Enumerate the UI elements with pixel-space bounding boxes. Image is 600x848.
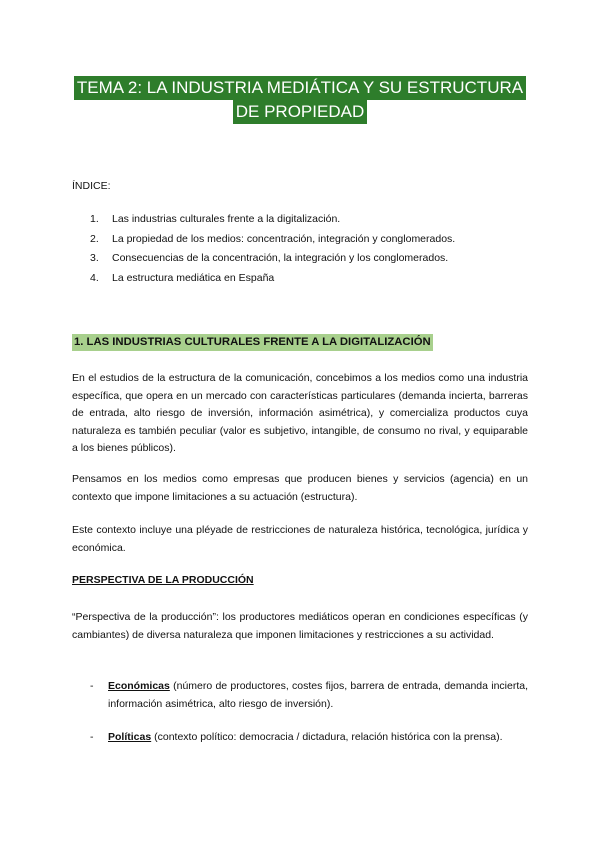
index-item: 3. Consecuencias de la concentración, la integración y los conglomerados.: [90, 252, 449, 264]
section-1-heading: 1. LAS INDUSTRIAS CULTURALES FRENTE A LA DIGITALIZACIÓN: [72, 334, 433, 351]
index-label: ÍNDICE:: [72, 180, 111, 192]
bullet-term: Económicas: [108, 680, 170, 692]
bullet-dash: -: [90, 731, 94, 743]
bullet-text: (número de productores, costes fijos, barrera de entrada, demanda incierta, información asimétrica, alto riesgo de inversión).: [108, 680, 528, 710]
title-line-1: TEMA 2: LA INDUSTRIA MEDIÁTICA Y SU ESTRUCTURA: [74, 76, 526, 100]
bullet-text: (contexto político: democracia / dictadura, relación histórica con la prensa).: [151, 731, 503, 743]
paragraph-media-companies: Pensamos en los medios como empresas que producen bienes y servicios (agencia) en un contexto que impone limitaciones a su actuación (estructura).: [72, 473, 528, 503]
index-list: [72, 210, 532, 288]
bullet-dash: -: [90, 680, 94, 692]
index-item: 2. La propiedad de los medios: concentración, integración y conglomerados.: [90, 232, 456, 245]
bullet-term: Políticas: [108, 731, 152, 743]
paragraph-industry: En el estudios de la estructura de la comunicación, concebimos a los medios como una industria específica, que opera en un mercado con características particulares (demanda incierta, barreras de entrada, alto riesgo de inversión, información asimétrica), y comercializa productos cuya naturaleza es también peculiar (valor es subjetivo, intangible, de consumo no rival, y equiparable a los bienes públicos).: [72, 372, 528, 455]
document-title: [0, 76, 600, 124]
perspective-heading: PERSPECTIVA DE LA PRODUCCIÓN: [72, 574, 254, 586]
index-item: 4. La estructura mediática en España: [90, 271, 275, 284]
index-item: 1. Las industrias culturales frente a la digitalización.: [90, 213, 341, 225]
title-line-2: DE PROPIEDAD: [233, 100, 367, 124]
paragraph-perspective: “Perspectiva de la producción”: los productores mediáticos operan en condiciones específicas (y cambiantes) de diversa naturaleza que imponen limitaciones y restricciones a su actividad.: [72, 611, 528, 641]
paragraph-context: Este contexto incluye una pléyade de restricciones de naturaleza histórica, tecnológica, jurídica y económica.: [72, 524, 528, 554]
bullet-economic: [90, 678, 528, 713]
bullet-political: [90, 729, 528, 747]
